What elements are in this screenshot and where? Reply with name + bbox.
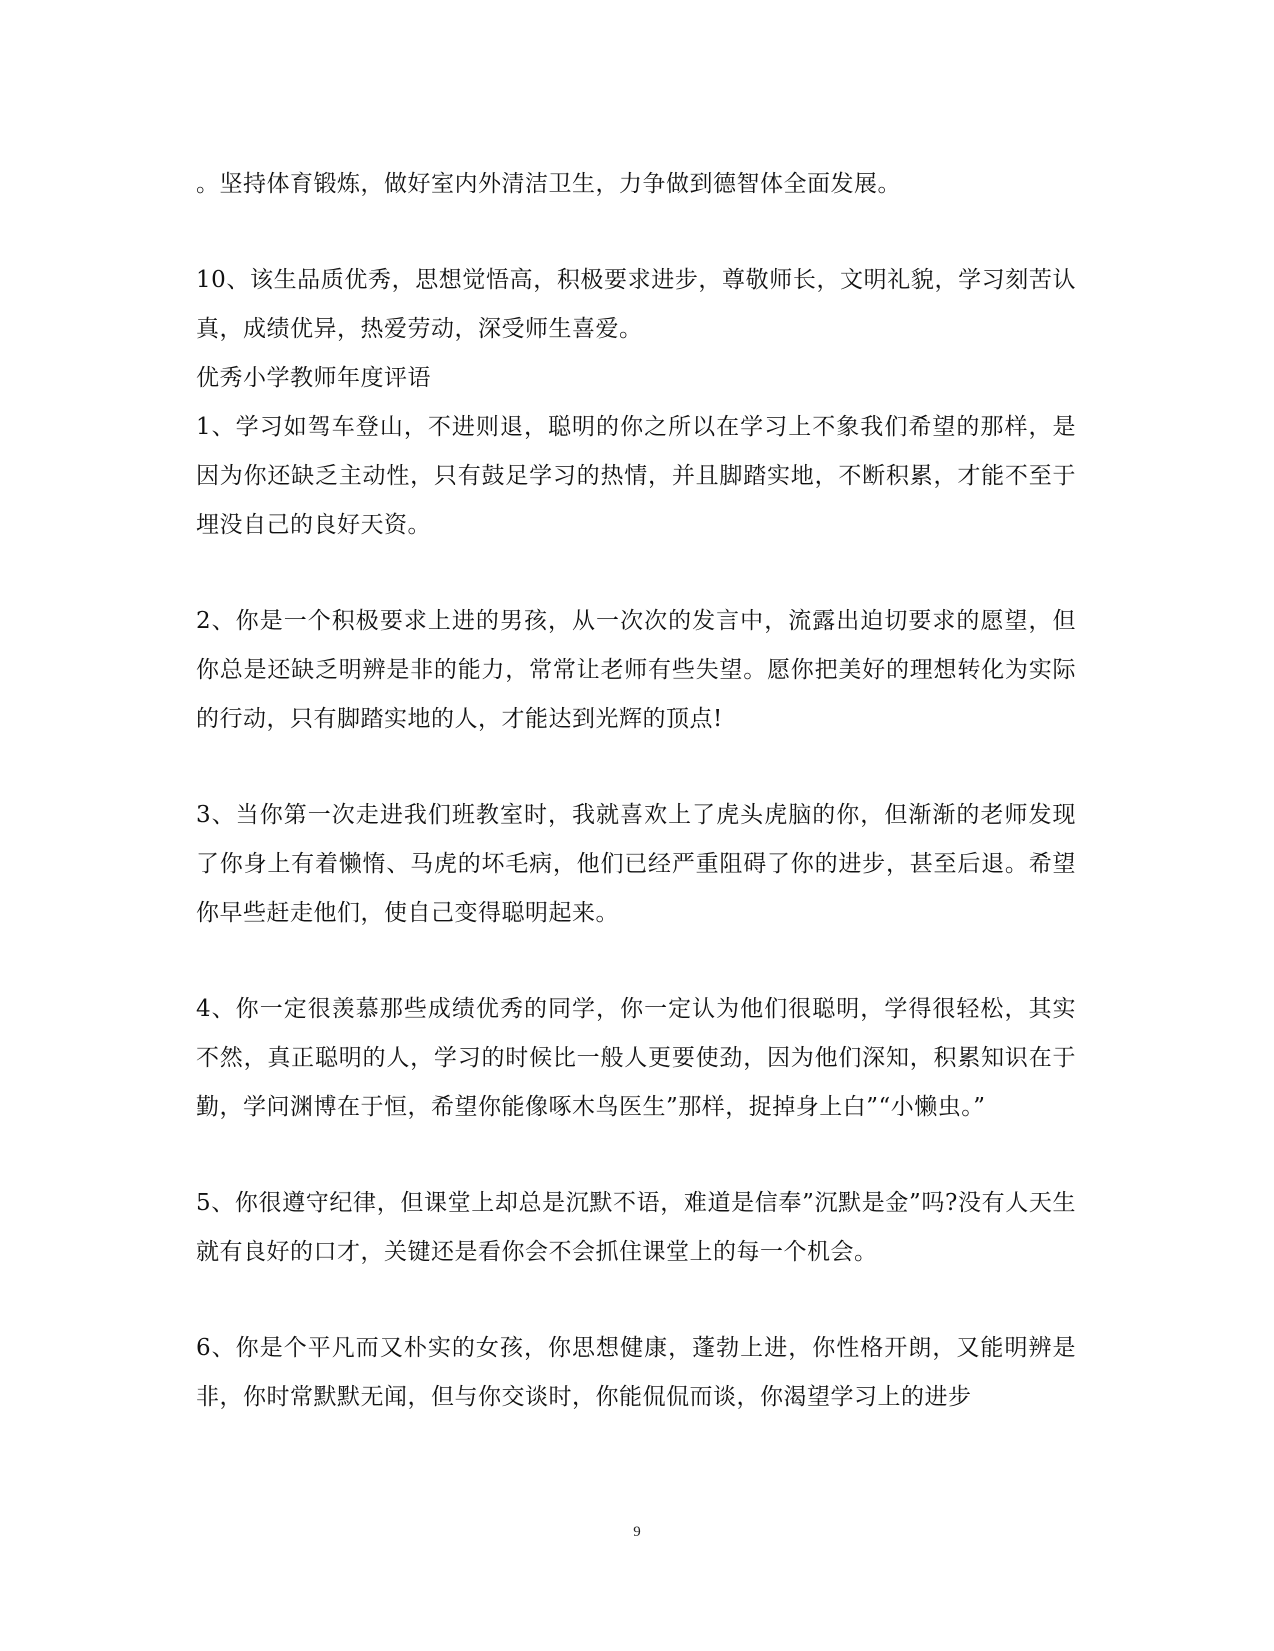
paragraph-comment-10: 10、该生品质优秀，思想觉悟高，积极要求进步，尊敬师长，文明礼貌，学习刻苦认真，成绩优异，热爱劳动，深受师生喜爱。 xyxy=(196,267,1076,342)
section-heading: 优秀小学教师年度评语 xyxy=(196,365,431,391)
paragraph-comment-6: 6、你是个平凡而又朴实的女孩，你思想健康，蓬勃上进，你性格开朗，又能明辨是非，你时常默默无闻，但与你交谈时，你能侃侃而谈，你渴望学习上的进步 xyxy=(196,1335,1076,1410)
paragraph-comment-3: 3、当你第一次走进我们班教室时，我就喜欢上了虎头虎脑的你，但渐渐的老师发现了你身上有着懒惰、马虎的坏毛病，他们已经严重阻碍了你的进步，甚至后退。希望你早些赶走他们，使自己变得聪明起来。 xyxy=(196,802,1076,926)
paragraph-comment-2: 2、你是一个积极要求上进的男孩，从一次次的发言中，流露出迫切要求的愿望，但你总是还缺乏明辨是非的能力，常常让老师有些失望。愿你把美好的理想转化为实际的行动，只有脚踏实地的人，才能达到光辉的顶点! xyxy=(196,608,1076,732)
document-body xyxy=(196,160,1076,1422)
paragraph-comment-4: 4、你一定很羡慕那些成绩优秀的同学，你一定认为他们很聪明，学得很轻松，其实不然，真正聪明的人，学习的时候比一般人更要使劲，因为他们深知，积累知识在于勤，学问渊博在于恒，希望你能像啄木鸟医生”那样，捉掉身上白”“小懒虫。” xyxy=(196,996,1076,1120)
paragraph-comment-5: 5、你很遵守纪律，但课堂上却总是沉默不语，难道是信奉”沉默是金”吗?没有人天生就有良好的口才，关键还是看你会不会抓住课堂上的每一个机会。 xyxy=(196,1190,1076,1265)
page-number: 9 xyxy=(633,1524,641,1540)
paragraph-comment-1: 1、学习如驾车登山，不进则退，聪明的你之所以在学习上不象我们希望的那样，是因为你还缺乏主动性，只有鼓足学习的热情，并且脚踏实地，不断积累，才能不至于埋没自己的良好天资。 xyxy=(196,414,1076,538)
paragraph-continuation: 。坚持体育锻炼，做好室内外清洁卫生，力争做到德智体全面发展。 xyxy=(196,171,901,197)
